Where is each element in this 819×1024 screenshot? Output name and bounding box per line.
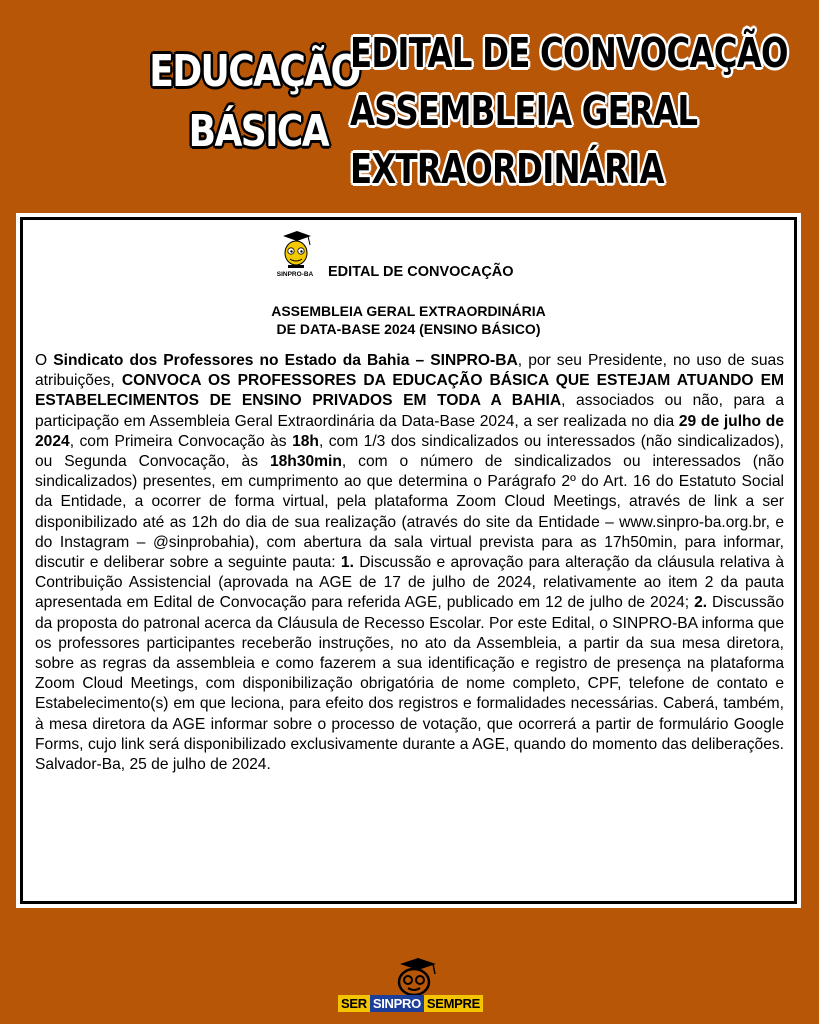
body-bold-item1: 1. — [340, 554, 354, 572]
slogan-sempre: SEMPRE — [424, 995, 483, 1012]
header-extraordinaria: EXTRAORDINÁRIA — [350, 145, 664, 193]
sinpro-logo-icon — [275, 230, 315, 280]
body-text: , com Primeira Convocação às — [69, 432, 293, 450]
header-edital: EDITAL DE CONVOCAÇÃO — [350, 29, 788, 77]
body-bold-date: 29 de julho de 2024 — [35, 412, 784, 450]
body-bold-time1: 18h — [292, 432, 319, 450]
body-text: , com o número de sindicalizados ou interessados (não sindicalizados) presentes, em cumprimento ao que determina o Parágrafo 2º do Art. 16 do Estatuto Social da Entidade, a ocorrer de forma virtual, pela plataforma Zoom Cloud Meetings, através de link a ser disponibilizado até as 12h do dia de sua realização (através do site da Entidade – www.sinpro-ba.org.br, e do Instagram – @sinprobahia), com abertura da sala virtual prevista para as 17h50min, para informar, discutir e deliberar sobre a seguinte pauta: — [35, 453, 784, 572]
document-body — [35, 351, 784, 775]
slogan-ser: SER — [338, 995, 370, 1012]
subtitle-line-1: ASSEMBLEIA GERAL EXTRAORDINÁRIA — [271, 303, 546, 319]
svg-text:SINPRO-BA: SINPRO-BA — [276, 271, 314, 278]
document-card — [16, 213, 801, 908]
footer-mascot-icon — [338, 956, 482, 996]
header-left — [110, 42, 360, 162]
body-bold-sindicato: Sindicato dos Professores no Estado da Bahia – SINPRO-BA — [53, 352, 518, 369]
body-text: , com 1/3 dos sindicalizados ou interessados (não sindicalizados), ou Segunda Convocação, às — [35, 432, 784, 471]
body-text: , por seu Presidente, no uso de suas atribuições, — [35, 352, 784, 390]
header-basica: BÁSICA — [188, 106, 328, 157]
body-bold-item2: 2. — [694, 594, 708, 612]
header-educacao: EDUCAÇÃO — [149, 46, 360, 97]
body-text: Discussão e aprovação para alteração da cláusula relativa à Contribuição Assistencial (aprovada na AGE de 17 de julho de 2024, relativamente ao item 2 da pauta apresentada em Edital de Convocação para referida AGE, publicado em 12 de julho de 2024; — [35, 554, 784, 612]
subtitle-line-2: DE DATA-BASE 2024 (ENSINO BÁSICO) — [276, 321, 541, 337]
document-subtitle — [23, 302, 794, 338]
document-title: EDITAL DE CONVOCAÇÃO — [328, 264, 514, 280]
body-text: , associados ou não, para a participação em Assembleia Geral Extraordinária da Data-Base 2024, a ser realizada no dia — [35, 392, 784, 430]
slogan-sinpro: SINPRO — [370, 995, 424, 1012]
footer-slogan — [338, 995, 483, 1012]
header-assembleia: ASSEMBLEIA GERAL — [350, 87, 698, 135]
body-text: O — [35, 352, 54, 369]
body-bold-convoca: CONVOCA OS PROFESSORES DA EDUCAÇÃO BÁSICA QUE ESTEJAM ATUANDO EM ESTABELECIMENTOS DE ENSINO PRIVADOS EM TODA A BAHIA — [35, 372, 784, 410]
header-right — [350, 24, 790, 198]
body-bold-time2: 18h30min — [269, 453, 342, 471]
body-text: Discussão da proposta do patronal acerca da Cláusula de Recesso Escolar. Por este Edital, o SINPRO-BA informa que os professores participantes receberão instruções, no ato da Assembleia, a partir da sua mesa diretora, sobre as regras da assembleia e como fazerem a sua identificação e registro de presença na plataforma Zoom Cloud Meetings, com disponibilização obrigatória de nome completo, CPF, telefone de contato e Estabelecimento(s) em que leciona, para efeito dos registros e formalidades necessárias. Caberá, também, à mesa diretora da AGE informar sobre o processo de votação, que ocorrerá a partir de formulário Google Forms, cujo link será disponibilizado exclusivamente durante a AGE, quando do momento das deliberações. Salvador-Ba, 25 de julho de 2024. — [35, 594, 784, 774]
document-frame — [20, 217, 797, 904]
